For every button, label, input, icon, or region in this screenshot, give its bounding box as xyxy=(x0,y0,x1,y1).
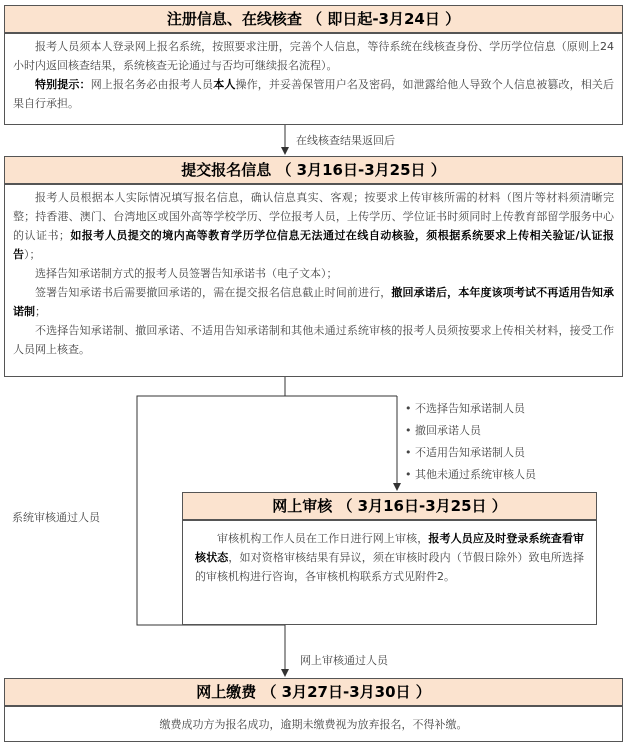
step4-body xyxy=(4,706,623,742)
step2-p1-a: 报考人员根据本人实际情况填写报名信息，确认信息真实、客观；按要求上传审核所需的材料（图片等材料须清晰完整；持香港、澳门、台湾地区或国外高等学校学历、学位报考人员，上传学历、学位证书时须同时上传教育部留学服务中心的认证书； xyxy=(13,191,614,242)
arrow1-label: 在线核查结果返回后 xyxy=(296,134,395,147)
step2-paragraph-4: 不选择告知承诺制、撤回承诺、不适用告知承诺制和其他未通过系统审核的报考人员须按要求上传相关材料，接受工作人员网上核查。 xyxy=(13,324,614,356)
step2-p1-c: ）； xyxy=(24,248,41,261)
step1-notice-text-a: 网上报名务必由报考人员 xyxy=(90,78,214,91)
step2-paragraph-2: 选择告知承诺制方式的报考人员签署告知承诺书（电子文本）； xyxy=(35,267,338,280)
branch-item: • 不适用告知承诺制人员 xyxy=(405,446,525,459)
step1-notice-self: 本人 xyxy=(213,78,236,91)
step3-p1-a: 审核机构工作人员在工作日进行网上审核， xyxy=(217,532,429,545)
step2-p3-b: 撤回承诺后，本年度该项考试不再适用告知承诺制 xyxy=(13,286,614,318)
step3-p1-c: ，如对资格审核结果有异议，须在审核时段内（节假日除外）致电所选择的审核机构进行咨询，各审核机构联系方式见附件2。 xyxy=(195,551,585,583)
step2-paragraph-3 xyxy=(13,283,614,321)
step1-header: 注册信息、在线核查 （ 即日起-3月24日 ） xyxy=(4,5,623,33)
step2-body xyxy=(4,184,623,377)
branch-list xyxy=(405,398,620,486)
step3-p1-b: 报考人员应及时登录系统查看审核状态 xyxy=(195,532,584,564)
left-branch-label: 系统审核通过人员 xyxy=(12,511,100,524)
special-notice-label: 特别提示： xyxy=(35,78,91,91)
step2-header: 提交报名信息 （ 3月16日-3月25日 ） xyxy=(4,156,623,184)
step1-paragraph-1: 报考人员须本人登录网上报名系统，按照要求注册，完善个人信息，等待系统在线核查身份、学历学位信息（原则上24小时内返回核查结果，系统核查无论通过与否均可继续报名流程）。 xyxy=(13,40,614,72)
step1-body xyxy=(4,33,623,125)
step3-body xyxy=(182,520,597,625)
step4-header: 网上缴费 （ 3月27日-3月30日 ） xyxy=(4,678,623,706)
step1-paragraph-2 xyxy=(13,75,614,113)
step3-header: 网上审核 （ 3月16日-3月25日 ） xyxy=(182,492,597,520)
step2-p3-c: ； xyxy=(35,305,46,318)
branch-item: • 其他未通过系统审核人员 xyxy=(405,468,536,481)
step3-paragraph-1 xyxy=(195,529,584,586)
branch-item: • 不选择告知承诺制人员 xyxy=(405,402,525,415)
step4-paragraph-1: 缴费成功方为报名成功，逾期未缴费视为放弃报名，不得补缴。 xyxy=(159,718,468,731)
branch-item: • 撤回承诺人员 xyxy=(405,424,481,437)
arrow3-label: 网上审核通过人员 xyxy=(300,654,388,667)
step1-notice-text-c: 操作，并妥善保管用户名及密码，如泄露给他人导致个人信息被篡改，相关后果自行承担。 xyxy=(13,78,615,110)
step2-p3-a: 签署告知承诺书后需要撤回承诺的，需在提交报名信息截止时间前进行， xyxy=(35,286,392,299)
step2-paragraph-1 xyxy=(13,188,614,264)
step2-p1-b: 如报考人员提交的境内高等教育学历学位信息无法通过在线自动核验，须根据系统要求上传相关验证/认证报告 xyxy=(13,229,614,261)
